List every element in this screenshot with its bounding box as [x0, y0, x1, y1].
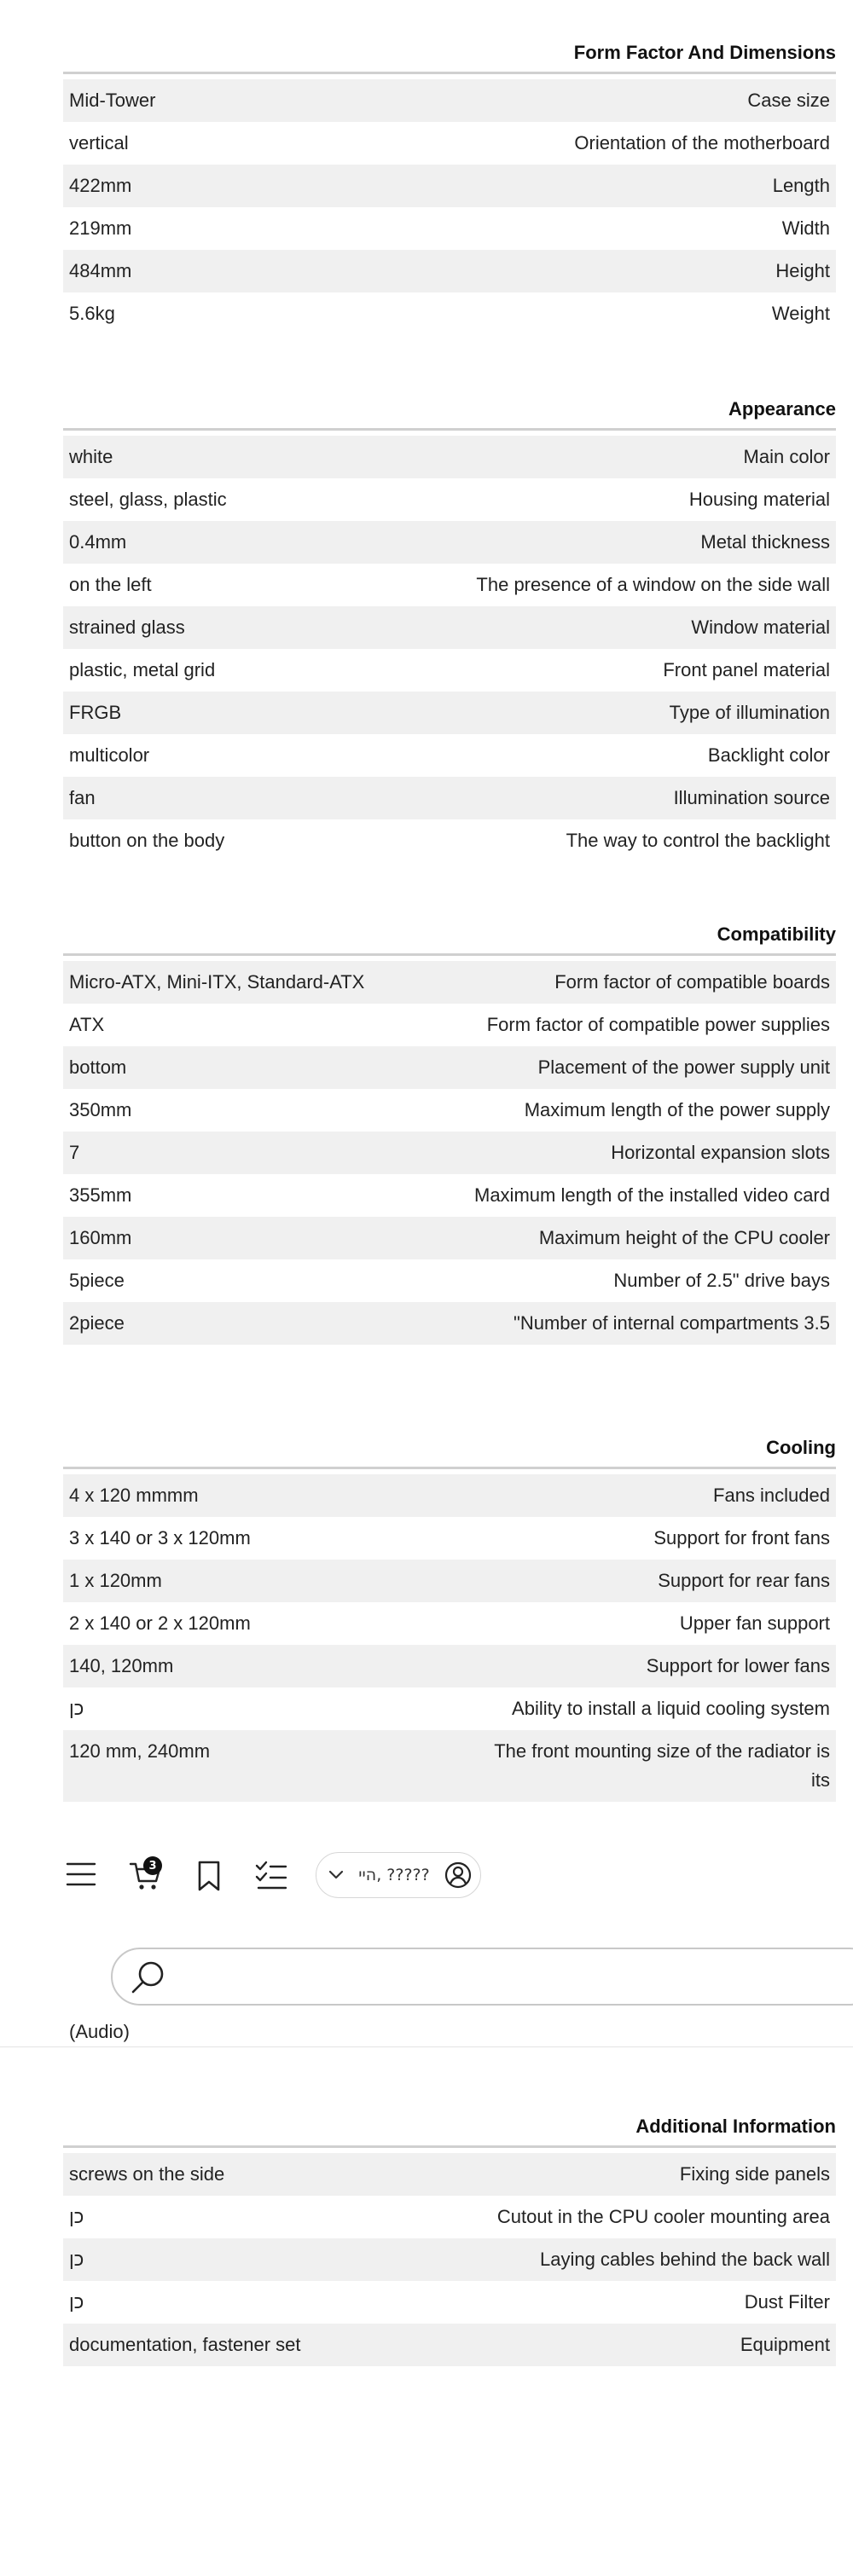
spec-value: button on the body — [69, 830, 225, 851]
section-cooling — [63, 1433, 836, 1802]
section-appearance — [63, 394, 836, 862]
spec-row — [63, 649, 836, 692]
spec-row — [63, 165, 836, 207]
spec-label: Maximum height of the CPU cooler — [538, 1227, 830, 1248]
spec-row — [63, 1645, 836, 1687]
partial-spec-value: (Audio) — [69, 2021, 130, 2042]
spec-value: 5.6kg — [69, 303, 115, 324]
spec-label: Height — [775, 260, 830, 281]
spec-value: on the left — [69, 574, 152, 595]
spec-row — [63, 2153, 836, 2196]
spec-row — [63, 436, 836, 478]
spec-value: Mid-Tower — [69, 90, 156, 111]
spec-row — [63, 819, 836, 862]
spec-label: Backlight color — [707, 744, 830, 766]
spec-row — [63, 2281, 836, 2324]
section-divider — [63, 2145, 836, 2148]
section-form-factor — [63, 38, 836, 335]
spec-row — [63, 1174, 836, 1217]
spec-label: "Number of internal compartments 3.5 — [514, 1312, 830, 1334]
spec-label: Housing material — [688, 489, 830, 510]
spec-label: Form factor of compatible power supplies — [486, 1014, 830, 1035]
search-icon[interactable] — [128, 1958, 167, 1997]
spec-row — [63, 692, 836, 734]
spec-value: 3 x 140 or 3 x 120mm — [69, 1527, 251, 1548]
spec-row — [63, 207, 836, 250]
spec-row — [63, 1517, 836, 1560]
spec-value: 355mm — [69, 1184, 132, 1206]
spec-label: Window material — [691, 617, 830, 638]
spec-value: 0.4mm — [69, 531, 127, 553]
spec-value: כן — [69, 2206, 84, 2227]
cart-count-badge: 3 — [143, 1856, 162, 1875]
spec-row — [63, 79, 836, 122]
section-compatibility — [63, 919, 836, 1345]
section-divider — [63, 953, 836, 956]
spec-value: white — [69, 446, 113, 467]
spec-value: 484mm — [69, 260, 132, 281]
bookmark-icon — [196, 1860, 222, 1892]
spec-value: ATX — [69, 1014, 105, 1035]
spec-value: 140, 120mm — [69, 1655, 174, 1676]
spec-label: Equipment — [740, 2334, 830, 2355]
spec-value: 7 — [69, 1142, 80, 1163]
spec-row — [63, 2196, 836, 2238]
spec-value: 422mm — [69, 175, 132, 196]
spec-row — [63, 1474, 836, 1517]
spec-row — [63, 564, 836, 606]
spec-value: 2 x 140 or 2 x 120mm — [69, 1612, 251, 1634]
spec-row — [63, 1302, 836, 1345]
spec-value: 2piece — [69, 1312, 125, 1334]
spec-label: Case size — [747, 90, 830, 111]
spec-label: Placement of the power supply unit — [537, 1056, 830, 1078]
spec-row — [63, 1046, 836, 1089]
spec-label: Support for rear fans — [658, 1570, 830, 1591]
section-divider — [63, 72, 836, 74]
section-title: Form Factor And Dimensions — [573, 42, 836, 63]
spec-row — [63, 2238, 836, 2281]
spec-label: Weight — [771, 303, 830, 324]
spec-row — [63, 250, 836, 292]
spec-value: 1 x 120mm — [69, 1570, 162, 1591]
spec-label: Length — [772, 175, 830, 196]
spec-value: 219mm — [69, 217, 132, 239]
menu-button[interactable] — [64, 1857, 98, 1891]
spec-label: Number of 2.5" drive bays — [613, 1270, 830, 1291]
spec-row — [63, 292, 836, 335]
spec-value: 160mm — [69, 1227, 132, 1248]
spec-value: screws on the side — [69, 2163, 225, 2185]
spec-value: כן — [69, 2249, 84, 2270]
spec-label: Orientation of the motherboard — [574, 132, 830, 153]
spec-row — [63, 478, 836, 521]
spec-row — [63, 1259, 836, 1302]
spec-label: Main color — [743, 446, 830, 467]
spec-row — [63, 734, 836, 777]
search-input[interactable] — [189, 1958, 841, 1997]
spec-value: steel, glass, plastic — [69, 489, 227, 510]
spec-label: Maximum length of the installed video card — [474, 1184, 830, 1206]
spec-label: Support for lower fans — [646, 1655, 830, 1676]
spec-value: bottom — [69, 1056, 127, 1078]
spec-label: Type of illumination — [669, 702, 830, 723]
spec-value: vertical — [69, 132, 129, 153]
spec-value: 120 mm, 240mm — [69, 1740, 211, 1762]
search-bar — [111, 1948, 853, 2006]
spec-label: Width — [781, 217, 830, 239]
spec-label: Form factor of compatible boards — [554, 971, 830, 993]
spec-label: The front mounting size of the radiator is its — [494, 1740, 830, 1791]
spec-row — [63, 961, 836, 1004]
spec-label: Fans included — [713, 1485, 830, 1506]
spec-label: The presence of a window on the side wall — [476, 574, 830, 595]
spec-value: strained glass — [69, 617, 185, 638]
section-title: Cooling — [766, 1437, 836, 1458]
spec-row — [63, 1004, 836, 1046]
compare-list-button[interactable] — [254, 1859, 288, 1893]
spec-value: multicolor — [69, 744, 150, 766]
spec-value: Micro-ATX, Mini-ITX, Standard-ATX — [69, 971, 365, 993]
spec-label: Metal thickness — [700, 531, 830, 553]
spec-row — [63, 777, 836, 819]
spec-row — [63, 1560, 836, 1602]
spec-label: Ability to install a liquid cooling system — [512, 1698, 830, 1719]
spec-label: Upper fan support — [679, 1612, 830, 1634]
spec-label: Laying cables behind the back wall — [539, 2249, 830, 2270]
spec-row — [63, 1089, 836, 1132]
menu-icon — [66, 1861, 96, 1887]
spec-row — [63, 1217, 836, 1259]
spec-value: plastic, metal grid — [69, 659, 216, 680]
section-additional-info — [63, 2111, 836, 2366]
spec-label: Horizontal expansion slots — [611, 1142, 830, 1163]
spec-value: כן — [69, 1698, 84, 1719]
spec-label: Front panel material — [663, 659, 830, 680]
section-title: Appearance — [728, 398, 836, 420]
spec-value: כן — [69, 2291, 84, 2313]
spec-row — [63, 1602, 836, 1645]
spec-value: 5piece — [69, 1270, 125, 1291]
spec-label: Support for front fans — [653, 1527, 830, 1548]
chevron-down-icon — [328, 1870, 344, 1880]
spec-row — [63, 521, 836, 564]
saved-items-button[interactable] — [192, 1859, 226, 1893]
spec-row — [63, 122, 836, 165]
account-menu-button[interactable] — [316, 1852, 481, 1898]
spec-row — [63, 2324, 836, 2366]
section-title: Compatibility — [717, 923, 836, 945]
spec-label: Dust Filter — [744, 2291, 830, 2313]
spec-label: Illumination source — [673, 787, 830, 808]
checklist-icon — [255, 1861, 287, 1891]
user-icon — [444, 1861, 472, 1889]
section-divider — [63, 428, 836, 431]
spec-value: 350mm — [69, 1099, 132, 1120]
spec-label: The way to control the backlight — [566, 830, 830, 851]
spec-row — [63, 1730, 836, 1802]
spec-label: Maximum length of the power supply — [524, 1099, 830, 1120]
section-title: Additional Information — [635, 2116, 836, 2137]
spec-label: Cutout in the CPU cooler mounting area — [496, 2206, 830, 2227]
section-divider — [63, 1467, 836, 1469]
account-greeting: היי, ????? — [358, 1866, 430, 1884]
spec-row — [63, 1687, 836, 1730]
spec-value: FRGB — [69, 702, 122, 723]
spec-value: documentation, fastener set — [69, 2334, 301, 2355]
spec-value: 4 x 120 mmmm — [69, 1485, 199, 1506]
spec-label: Fixing side panels — [679, 2163, 830, 2185]
spec-row — [63, 606, 836, 649]
spec-value: fan — [69, 787, 96, 808]
spec-row — [63, 1132, 836, 1174]
